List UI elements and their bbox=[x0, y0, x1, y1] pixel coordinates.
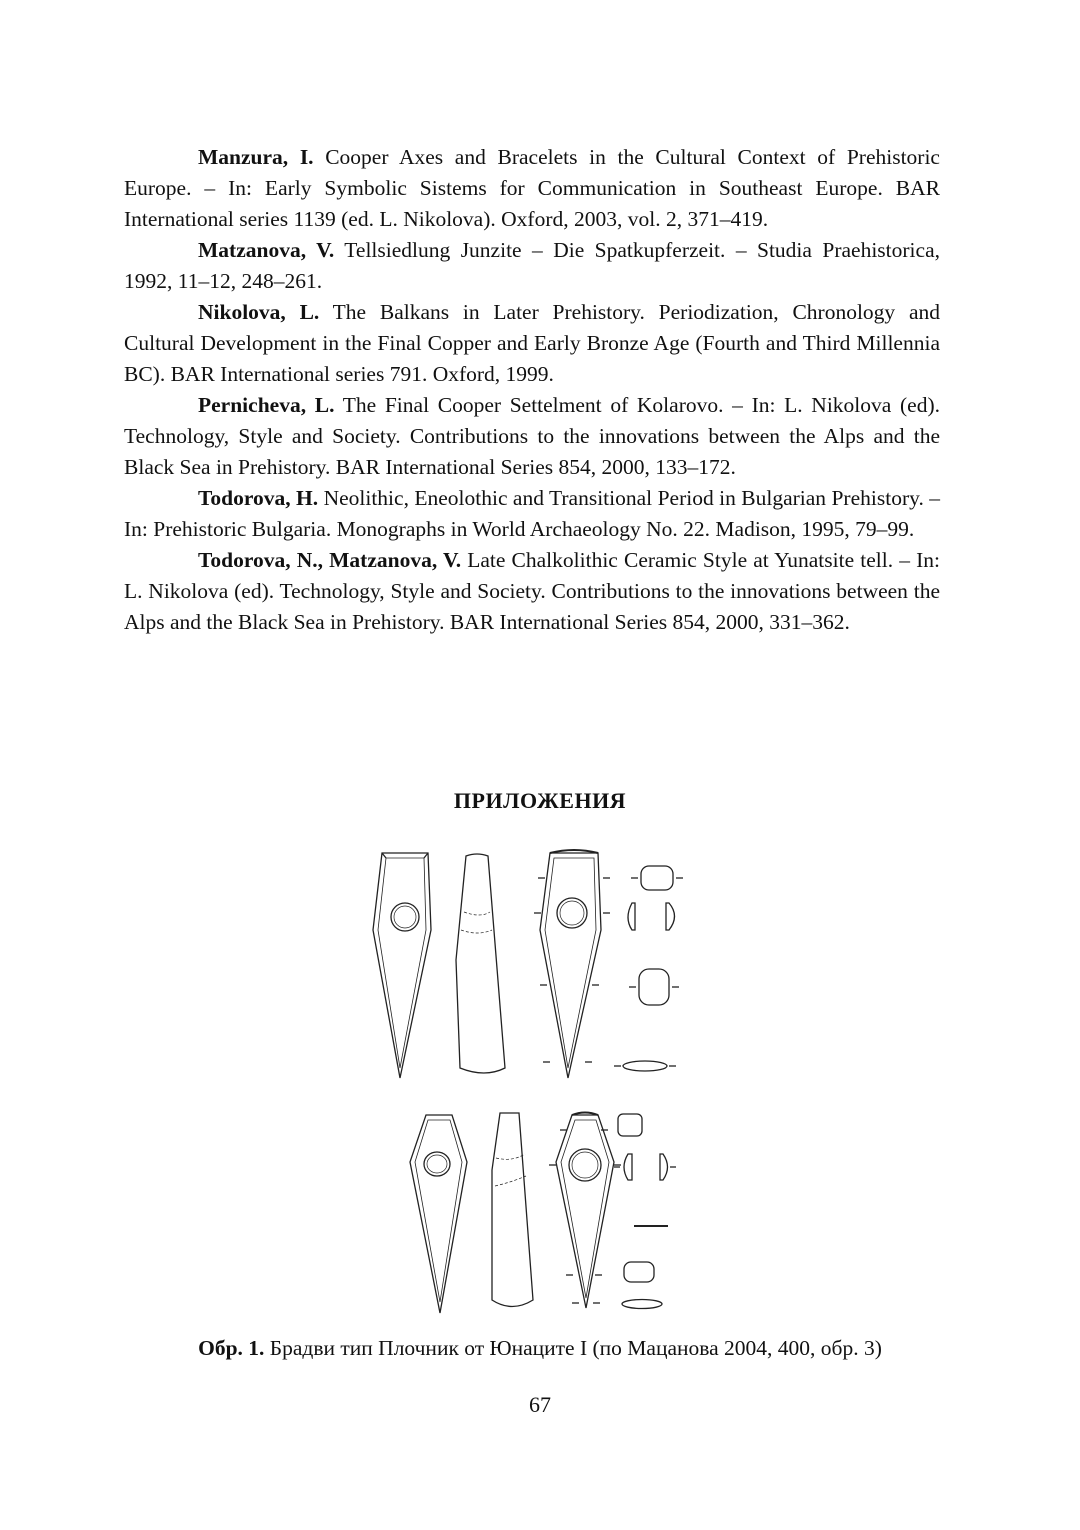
axe-drawing bbox=[410, 1115, 467, 1313]
reference-text: Neolithic, Eneolothic and Transitional Period in Bulgarian Prehistory. – In: Prehistoric Bulgaria. Monographs in World Archaeology No. 22. Madison, 1995, 79–99. bbox=[124, 486, 941, 541]
reference-entry bbox=[124, 390, 940, 483]
page-number: 67 bbox=[529, 1392, 551, 1417]
figure-label: Обр. 1. bbox=[198, 1336, 265, 1360]
reference-author: Manzura, I. bbox=[198, 145, 314, 169]
figure-caption bbox=[0, 1336, 1080, 1361]
reference-text: The Balkans in Later Prehistory. Periodization, Chronology and Cultural Development in the Final Copper and Early Bronze Age (Fourth and Third Millennia BC). BAR International series 791. Oxford, 1999. bbox=[124, 300, 940, 386]
figure-caption-text: Брадви тип Плочник от Юнаците I (по Мацанова 2004, 400, обр. 3) bbox=[264, 1336, 882, 1360]
reference-text: Tellsiedlung Junzite – Die Spatkupferzeit. – Studia Praehistorica, 1992, 11–12, 248–261. bbox=[124, 238, 940, 293]
section-heading: ПРИЛОЖЕНИЯ bbox=[453, 788, 627, 813]
reference-list bbox=[124, 142, 940, 638]
axe-drawing bbox=[534, 850, 610, 1078]
reference-entry bbox=[124, 545, 940, 638]
axe-drawing bbox=[373, 853, 431, 1078]
reference-author: Pernicheva, L. bbox=[198, 393, 335, 417]
cross-section-drawings bbox=[614, 866, 683, 1071]
reference-author: Matzanova, V. bbox=[198, 238, 335, 262]
reference-entry bbox=[124, 483, 940, 545]
cross-section-drawings bbox=[614, 1114, 676, 1309]
axe-drawing bbox=[492, 1113, 533, 1307]
reference-entry bbox=[124, 142, 940, 235]
axe-drawings-figure bbox=[360, 843, 700, 1325]
reference-entry bbox=[124, 235, 940, 297]
reference-author: Todorova, N., Matzanova, V. bbox=[198, 548, 462, 572]
axe-drawing bbox=[549, 1113, 621, 1309]
reference-entry bbox=[124, 297, 940, 390]
axe-drawing bbox=[456, 854, 505, 1073]
reference-text: Cooper Axes and Bracelets in the Cultural Context of Prehistoric Europe. – In: Early Symbolic Sistems for Communication in Southeast Europe. BAR International series 1139 (ed. L. Nikolova). Oxford, 2003, vol. 2, 371–419. bbox=[124, 145, 940, 231]
reference-author: Todorova, H. bbox=[198, 486, 319, 510]
reference-text: Late Chalkolithic Ceramic Style at Yunatsite tell. – In: L. Nikolova (ed). Technology, Style and Society. Contributions to the innovations between the Alps and the Black Sea in Prehistory. BAR International Series 854, 2000, 331–362. bbox=[124, 548, 940, 634]
reference-text: The Final Cooper Settelment of Kolarovo. – In: L. Nikolova (ed). Technology, Style and Society. Contributions to the innovations between the Alps and the Black Sea in Prehistory. BAR International Series 854, 2000, 133–172. bbox=[124, 393, 940, 479]
reference-author: Nikolova, L. bbox=[198, 300, 320, 324]
